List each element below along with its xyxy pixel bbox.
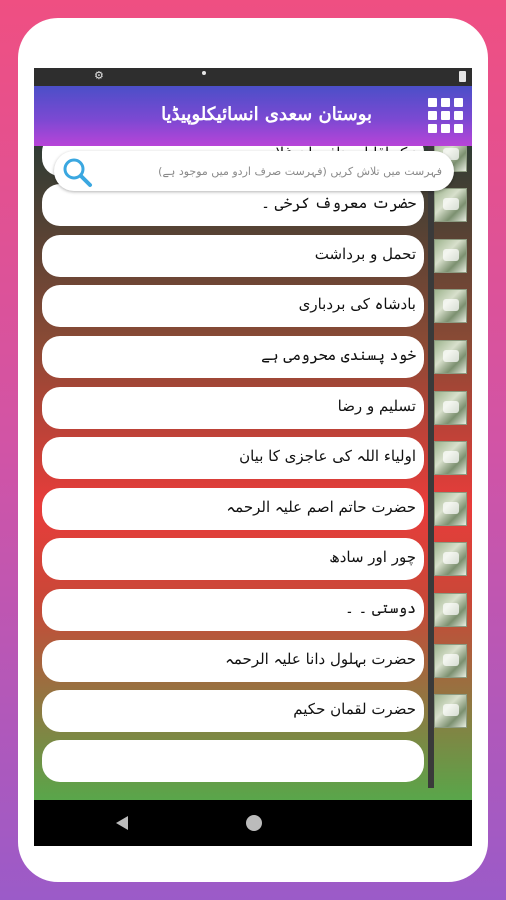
list-item-label: بادشاہ کی بردباری	[298, 295, 416, 313]
list-item-card	[42, 488, 424, 530]
content-area	[34, 146, 472, 800]
grid-menu-icon[interactable]	[428, 98, 464, 134]
list-item-label: خود پسندی محرومی ہے	[261, 346, 416, 364]
notification-dot-icon	[202, 71, 206, 75]
gear-icon: ⚙	[94, 69, 104, 82]
list-item[interactable]	[42, 640, 467, 682]
list-item[interactable]	[42, 589, 467, 631]
list-item[interactable]	[42, 488, 467, 530]
list-item[interactable]	[42, 538, 467, 580]
list-item-card	[42, 640, 424, 682]
book-thumbnail-icon	[434, 492, 467, 526]
list-item[interactable]	[42, 336, 467, 378]
list-item-label: حضرت حاتم اصم علیہ الرحمہ	[226, 498, 416, 516]
list-item-label: چور اور سادھ	[329, 548, 416, 566]
list-item[interactable]	[42, 437, 467, 479]
list-item-card	[42, 589, 424, 631]
list-item-card	[42, 235, 424, 277]
app-title: بوستان سعدی انسائیکلوپیڈیا	[161, 104, 372, 125]
list-item[interactable]	[42, 235, 467, 277]
list-item-card	[42, 387, 424, 429]
back-icon[interactable]	[116, 816, 128, 830]
item-divider	[428, 736, 434, 788]
book-thumbnail-icon	[434, 441, 467, 475]
list-item-partial[interactable]	[42, 740, 467, 782]
book-thumbnail-icon	[434, 340, 467, 374]
list-item-card	[42, 437, 424, 479]
search-input[interactable]	[102, 159, 444, 183]
list-item-card	[42, 690, 424, 732]
list-item-label: تحمل و برداشت	[314, 245, 416, 263]
list-item[interactable]	[42, 690, 467, 732]
list-item[interactable]	[42, 285, 467, 327]
home-icon[interactable]	[246, 815, 262, 831]
app-bar	[34, 86, 472, 146]
list-item-label: تسلیم و رضا	[337, 397, 416, 415]
book-thumbnail-icon	[434, 188, 467, 222]
list-item-card	[42, 538, 424, 580]
list-item-label: حضرت لقمان حکیم	[293, 700, 416, 718]
list-item[interactable]	[42, 387, 467, 429]
book-thumbnail-icon	[434, 239, 467, 273]
search-icon[interactable]	[60, 155, 94, 189]
list-item-label: دوستی ۔ ۔	[344, 599, 416, 617]
status-bar	[34, 68, 472, 86]
list-item-label: اولیاء اللہ کی عاجزی کا بیان	[239, 447, 416, 465]
phone-screen	[34, 68, 472, 846]
navigation-bar	[34, 800, 472, 846]
book-thumbnail-icon	[434, 644, 467, 678]
book-thumbnail-icon	[434, 289, 467, 323]
book-thumbnail-icon	[434, 694, 467, 728]
battery-icon	[459, 71, 466, 82]
list-item-card	[42, 285, 424, 327]
list-item-label: حضرت بہلول دانا علیہ الرحمہ	[225, 650, 416, 668]
book-thumbnail-icon	[434, 542, 467, 576]
list-item-card	[42, 740, 424, 782]
list-item-label: حضرت معروف کرخی ۔	[261, 194, 416, 212]
book-thumbnail-icon	[434, 391, 467, 425]
search-bar	[54, 151, 454, 191]
list-item-card	[42, 336, 424, 378]
book-thumbnail-icon	[434, 593, 467, 627]
